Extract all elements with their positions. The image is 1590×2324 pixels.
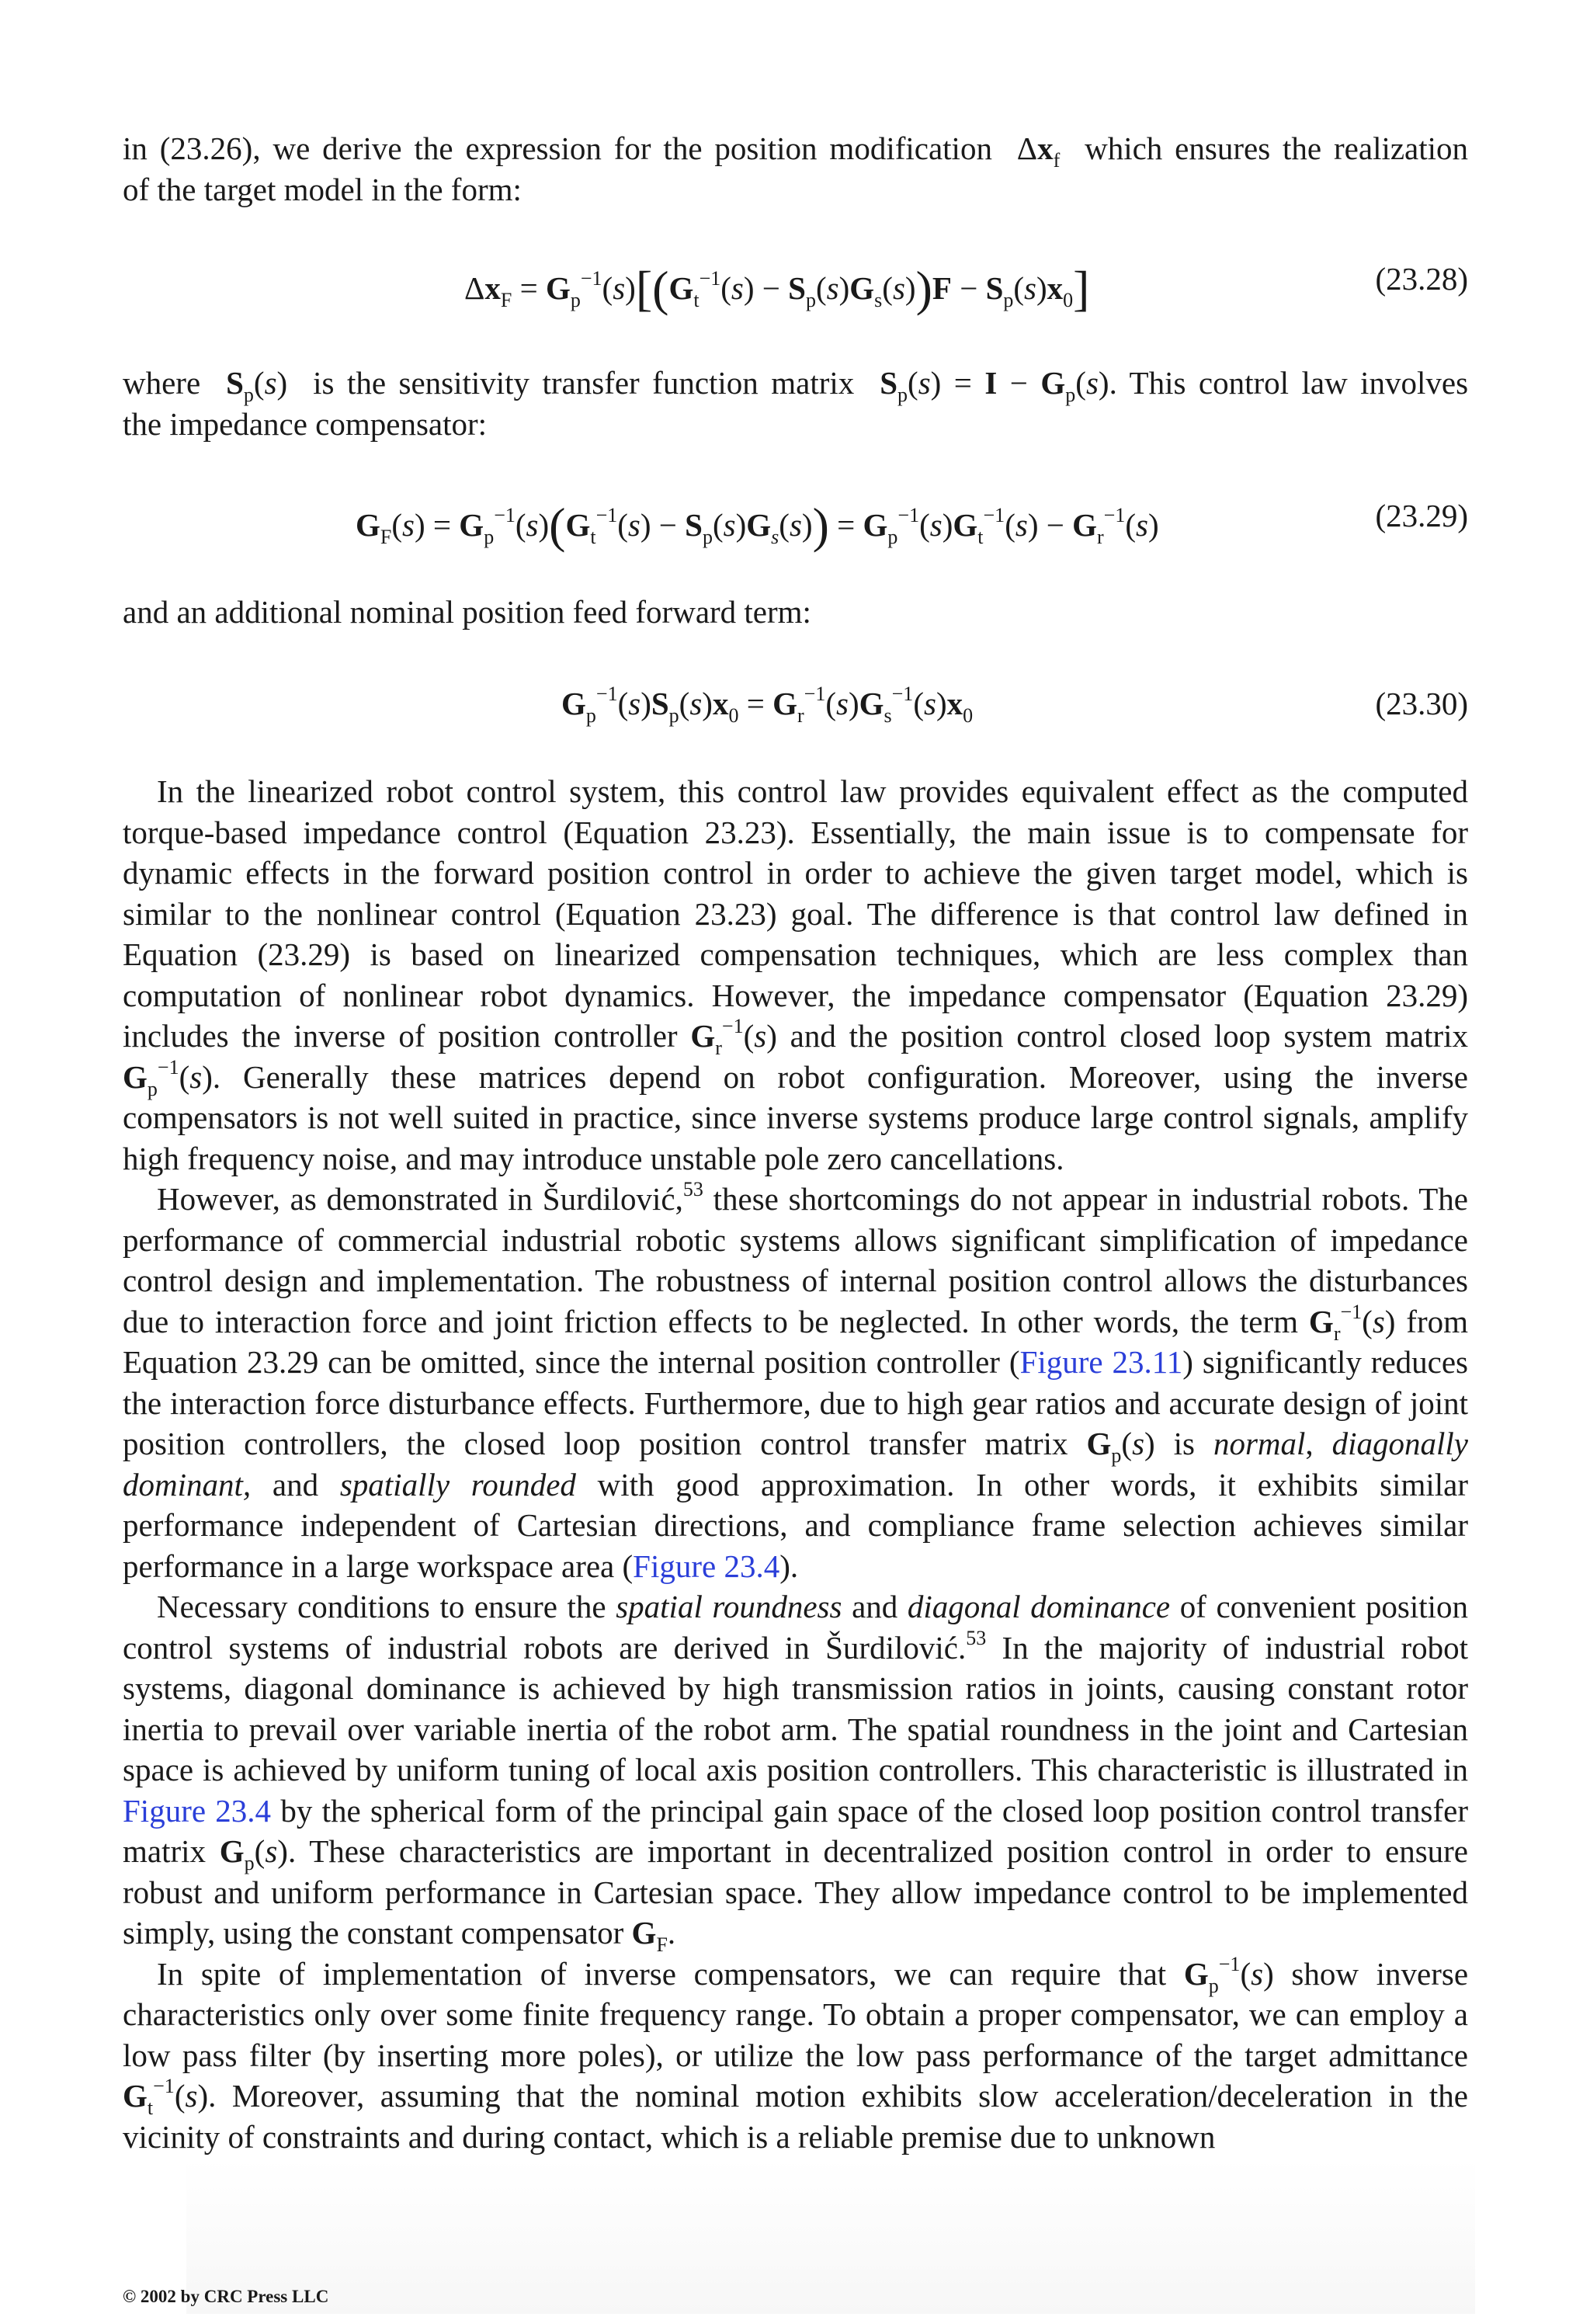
para3-text-6: . These characteristics are important in decentralized position control in order to ensure robust and uniform performance in Cartesian space. They allow impedance control to be implemented simply, using the constant compensator bbox=[123, 1833, 1469, 1951]
equation-23-29 bbox=[123, 497, 1468, 551]
figure-23-4-link[interactable]: Figure 23.4 bbox=[633, 1548, 780, 1584]
intro-text-1: in (23.26), we derive the expression for the position modification bbox=[123, 130, 992, 166]
equation-23-28 bbox=[123, 260, 1468, 314]
where-text-3: . This control law involves bbox=[1109, 365, 1469, 401]
italic-spatially-rounded: spatially rounded bbox=[339, 1466, 576, 1502]
equation-23-30-formula: $G_p^{-1}(s)S_p(s)x_0 = G_r^{-1}(s)G_s^{-1}(s)x_0$ bbox=[561, 683, 974, 727]
additional-text: and an additional nominal position feed forward term: bbox=[123, 594, 811, 630]
para3-text-4: In the majority of industrial robot systems, diagonal dominance is achieved by high transmission ratios in joints, causing constant rotor inertia to prevail over variable inertia of the robot arm. The spatial roundness in the joint and Cartesian space is achieved by uniform tuning of local axis position controllers. This characteristic is illustrated in bbox=[123, 1629, 1468, 1787]
paragraph-1 bbox=[123, 771, 1468, 1179]
gr-inverse-symbol: $G_r^{-1}(s)$ bbox=[690, 1015, 777, 1059]
intro-text-2: which ensures the realization bbox=[1085, 130, 1469, 166]
paragraph-4 bbox=[123, 1954, 1468, 2158]
intro-text-3: of the target model in the form: bbox=[123, 171, 522, 207]
body-text bbox=[123, 771, 1468, 2157]
paragraph-2 bbox=[123, 1179, 1468, 1586]
para3-text-3: of convenient position control systems of industrial robots are derived in Šurdilović. bbox=[123, 1589, 1469, 1666]
scan-shading bbox=[186, 2159, 1475, 2314]
para1-text-1: In the linearized robot control system, this control law provides equivalent effect as the computed torque-based impedance control (Equation 23.23). Essentially, the main issue is to compensate for dynamic effects in the forward position control in order to achieve the given target model, which is similar to the nonlinear control (Equation 23.23) goal. The difference is that control law defined in Equation (23.29) is based on linearized compensation techniques, which are less complex than computation of nonlinear robot dynamics. However, the impedance compensator (Equation 23.29) includes the inverse of position controller bbox=[123, 773, 1468, 1054]
copyright-footer: © 2002 by CRC Press LLC bbox=[123, 2287, 329, 2306]
para2-text-3: from Equation 23.29 can be omitted, since the internal position controller ( bbox=[123, 1303, 1468, 1380]
para1-text-2: and the position control closed loop system matrix bbox=[790, 1018, 1469, 1054]
para3-text-5: by the spherical form of the principal gain space of the closed loop position control transfer matrix bbox=[123, 1792, 1468, 1869]
para4-text-3: . Moreover, assuming that the nominal motion exhibits slow acceleration/deceleration in the vicinity of constraints and during contact, which is a reliable premise due to unknown bbox=[123, 2078, 1468, 2155]
equation-number: (23.30) bbox=[1375, 686, 1468, 721]
para2-text-6: , bbox=[1305, 1426, 1314, 1461]
para2-text-4: ) significantly reduces the interaction force disturbance effects. Furthermore, due to high gear ratios and accurate design of joint position controllers, the closed loop position control transfer matrix bbox=[123, 1344, 1469, 1461]
para3-text-2: and bbox=[852, 1589, 898, 1624]
italic-normal: normal bbox=[1213, 1426, 1306, 1461]
italic-spatial-roundness: spatial roundness bbox=[616, 1589, 842, 1624]
figure-23-11-link[interactable]: Figure 23.11 bbox=[1019, 1344, 1183, 1380]
para2-text-2: these shortcomings do not appear in industrial robots. The performance of commercial industrial robotic systems allows significant simplification of impedance control design and implementation. The robustness of internal position control allows the disturbances due to interaction force and joint friction effects to be neglected. In other words, the term bbox=[123, 1181, 1468, 1339]
sp-symbol: $S_p(s)$ bbox=[226, 365, 300, 406]
gp-symbol: $G_p(s)$ bbox=[219, 1833, 288, 1874]
where-text-4: the impedance compensator: bbox=[123, 405, 488, 442]
gp-inverse-symbol: $G_p^{-1}(s)$ bbox=[1183, 1952, 1274, 1997]
equation-23-29-formula: $G_F(s) = G_p^{-1}(s)(G_t^{-1}(s) - S_p(s)G_s(s)) = G_p^{-1}(s)G_t^{-1}(s) - G_r^{-1}(s)$ bbox=[356, 498, 1159, 553]
italic-diagonal-dominance: diagonal dominance bbox=[907, 1589, 1171, 1624]
where-paragraph bbox=[123, 363, 1468, 444]
figure-23-4-link[interactable]: Figure 23.4 bbox=[123, 1792, 272, 1829]
para4-text-1: In spite of implementation of inverse compensators, we can require that bbox=[157, 1955, 1167, 1992]
gp-symbol: $G_p(s)$ bbox=[1086, 1426, 1155, 1467]
italic-diagonally-dominant: diagonally dominant, bbox=[123, 1426, 1468, 1502]
intro-paragraph bbox=[123, 128, 1468, 210]
para2-text-9: ). bbox=[779, 1548, 799, 1584]
reference-superscript: 53 bbox=[682, 1178, 703, 1200]
equation-number: (23.29) bbox=[1375, 498, 1468, 533]
para4-text-2: show inverse characteristics only over some finite frequency range. To obtain a proper compensator, we can employ a low pass filter (by inserting more poles), or utilize the low pass performance of the target admittance bbox=[123, 1955, 1469, 2073]
paragraph-3: Necessary conditions to ensure the spatial roundness and diagonal dominance of convenient position control systems of industrial robots are derived in Šurdilović.$^{53}$ In the majority of industrial robot systems, diagonal dominance is achieved by high transmission ratios in joints, causing constant rotor inertia to prevail over variable inertia of the robot arm. The spatial roundness in the joint and Cartesian space is achieved by uniform tuning of local axis position controllers. This characteristic is illustrated in Figure 23.4 by the spherical form of the principal gain space of the closed loop position control transfer matrix $G_p(s)$. These characteristics are important in decentralized position control in order to ensure robust and uniform performance in Cartesian space. They allow impedance control to be implemented simply, using the constant compensator $G_F$. bbox=[123, 1589, 1469, 1956]
equation-23-30 bbox=[123, 685, 1468, 739]
para2-text-1: However, as demonstrated in Šurdilović, bbox=[157, 1181, 683, 1217]
delta-xf-symbol: $\Delta x_f$ bbox=[1004, 130, 1061, 172]
gp-inverse-symbol: $G_p^{-1}(s)$ bbox=[123, 1055, 213, 1100]
equation-23-28-formula: $\Delta x_F = G_p^{-1}(s)[(G_t^{-1}(s) - S_p(s)G_s(s))F - S_p(s)x_0]$ bbox=[464, 261, 1090, 316]
sp-definition: $S_p(s) = I - G_p(s)$ bbox=[880, 365, 1109, 406]
para3-text-1: Necessary conditions to ensure the bbox=[157, 1589, 606, 1624]
where-text-1: where bbox=[123, 365, 201, 401]
gr-inverse-symbol: $G_r^{-1}(s)$ bbox=[1308, 1300, 1396, 1345]
para1-text-3: . Generally these matrices depend on robot configuration. Moreover, using the inverse compensators is not well suited in practice, since inverse systems produce large control signals, amplify high frequency noise, and may introduce unstable pole zero cancellations. bbox=[123, 1058, 1468, 1176]
gt-inverse-symbol: $G_t^{-1}(s)$ bbox=[123, 2075, 209, 2119]
additional-paragraph bbox=[123, 592, 1468, 633]
where-text-2: is the sensitivity transfer function matrix bbox=[313, 365, 855, 401]
para2-text-7: and bbox=[272, 1466, 319, 1502]
para2-text-8: with good approximation. In other words, it exhibits similar performance independent of Cartesian directions, and compliance frame selection achieves similar performance in a large workspace area ( bbox=[123, 1466, 1469, 1584]
equation-number: (23.28) bbox=[1375, 261, 1468, 297]
gf-symbol: $G_F$ bbox=[631, 1915, 668, 1956]
reference-superscript: 53 bbox=[966, 1626, 987, 1649]
para2-text-5: is bbox=[1173, 1426, 1195, 1461]
